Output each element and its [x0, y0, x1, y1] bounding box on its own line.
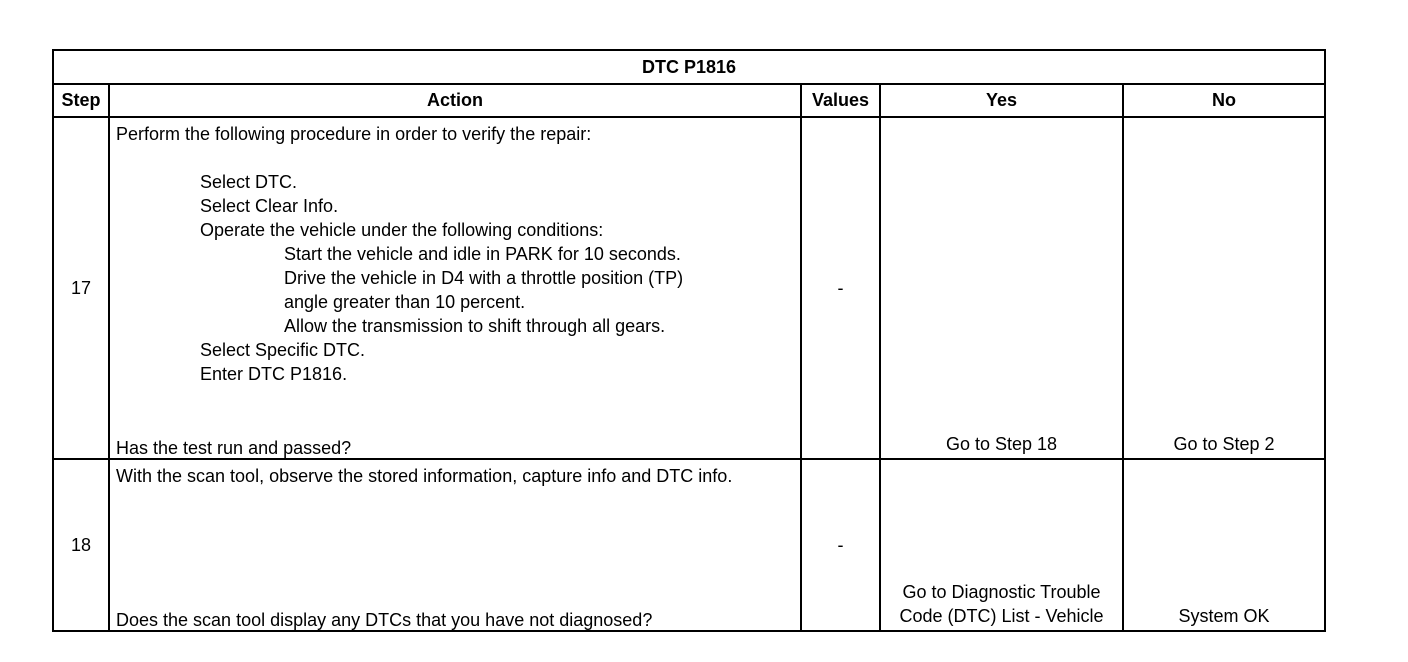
values-cell: - [801, 117, 880, 459]
header-no: No [1123, 84, 1325, 117]
header-step: Step [53, 84, 109, 117]
step-number: 18 [53, 459, 109, 631]
action-cell [109, 459, 801, 631]
action-step: Operate the vehicle under the following conditions: [200, 220, 604, 240]
action-step: Enter DTC P1816. [200, 364, 348, 384]
action-intro: With the scan tool, observe the stored information, capture info and DTC info. [116, 466, 733, 486]
table-row [53, 117, 1325, 459]
action-step: Select Specific DTC. [200, 340, 366, 360]
action-substep: Start the vehicle and idle in PARK for 10 seconds. [284, 244, 681, 264]
action-question: Has the test run and passed? [116, 438, 352, 458]
action-substep: Allow the transmission to shift through all gears. [284, 316, 666, 336]
step-number: 17 [53, 117, 109, 459]
action-cell [109, 117, 801, 459]
header-yes: Yes [880, 84, 1123, 117]
action-substep: Drive the vehicle in D4 with a throttle position (TP) [284, 268, 684, 288]
action-step: Select DTC. [200, 172, 298, 192]
header-row [53, 84, 1325, 117]
table-title: DTC P1816 [53, 50, 1325, 84]
values-cell: - [801, 459, 880, 631]
diagnostic-table [52, 49, 1326, 632]
yes-link[interactable] [880, 459, 1123, 631]
no-link[interactable]: Go to Step 2 [1123, 117, 1325, 459]
header-values: Values [801, 84, 880, 117]
action-substep: angle greater than 10 percent. [284, 292, 526, 312]
no-result: System OK [1123, 459, 1325, 631]
table-row [53, 459, 1325, 631]
yes-link-text[interactable]: Go to Diagnostic Trouble Code (DTC) List - Vehicle [899, 582, 1104, 626]
action-intro: Perform the following procedure in order to verify the repair: [116, 124, 592, 144]
yes-link[interactable]: Go to Step 18 [880, 117, 1123, 459]
header-action: Action [109, 84, 801, 117]
action-steps [116, 170, 794, 386]
action-step: Select Clear Info. [200, 196, 339, 216]
action-question: Does the scan tool display any DTCs that you have not diagnosed? [116, 610, 653, 630]
